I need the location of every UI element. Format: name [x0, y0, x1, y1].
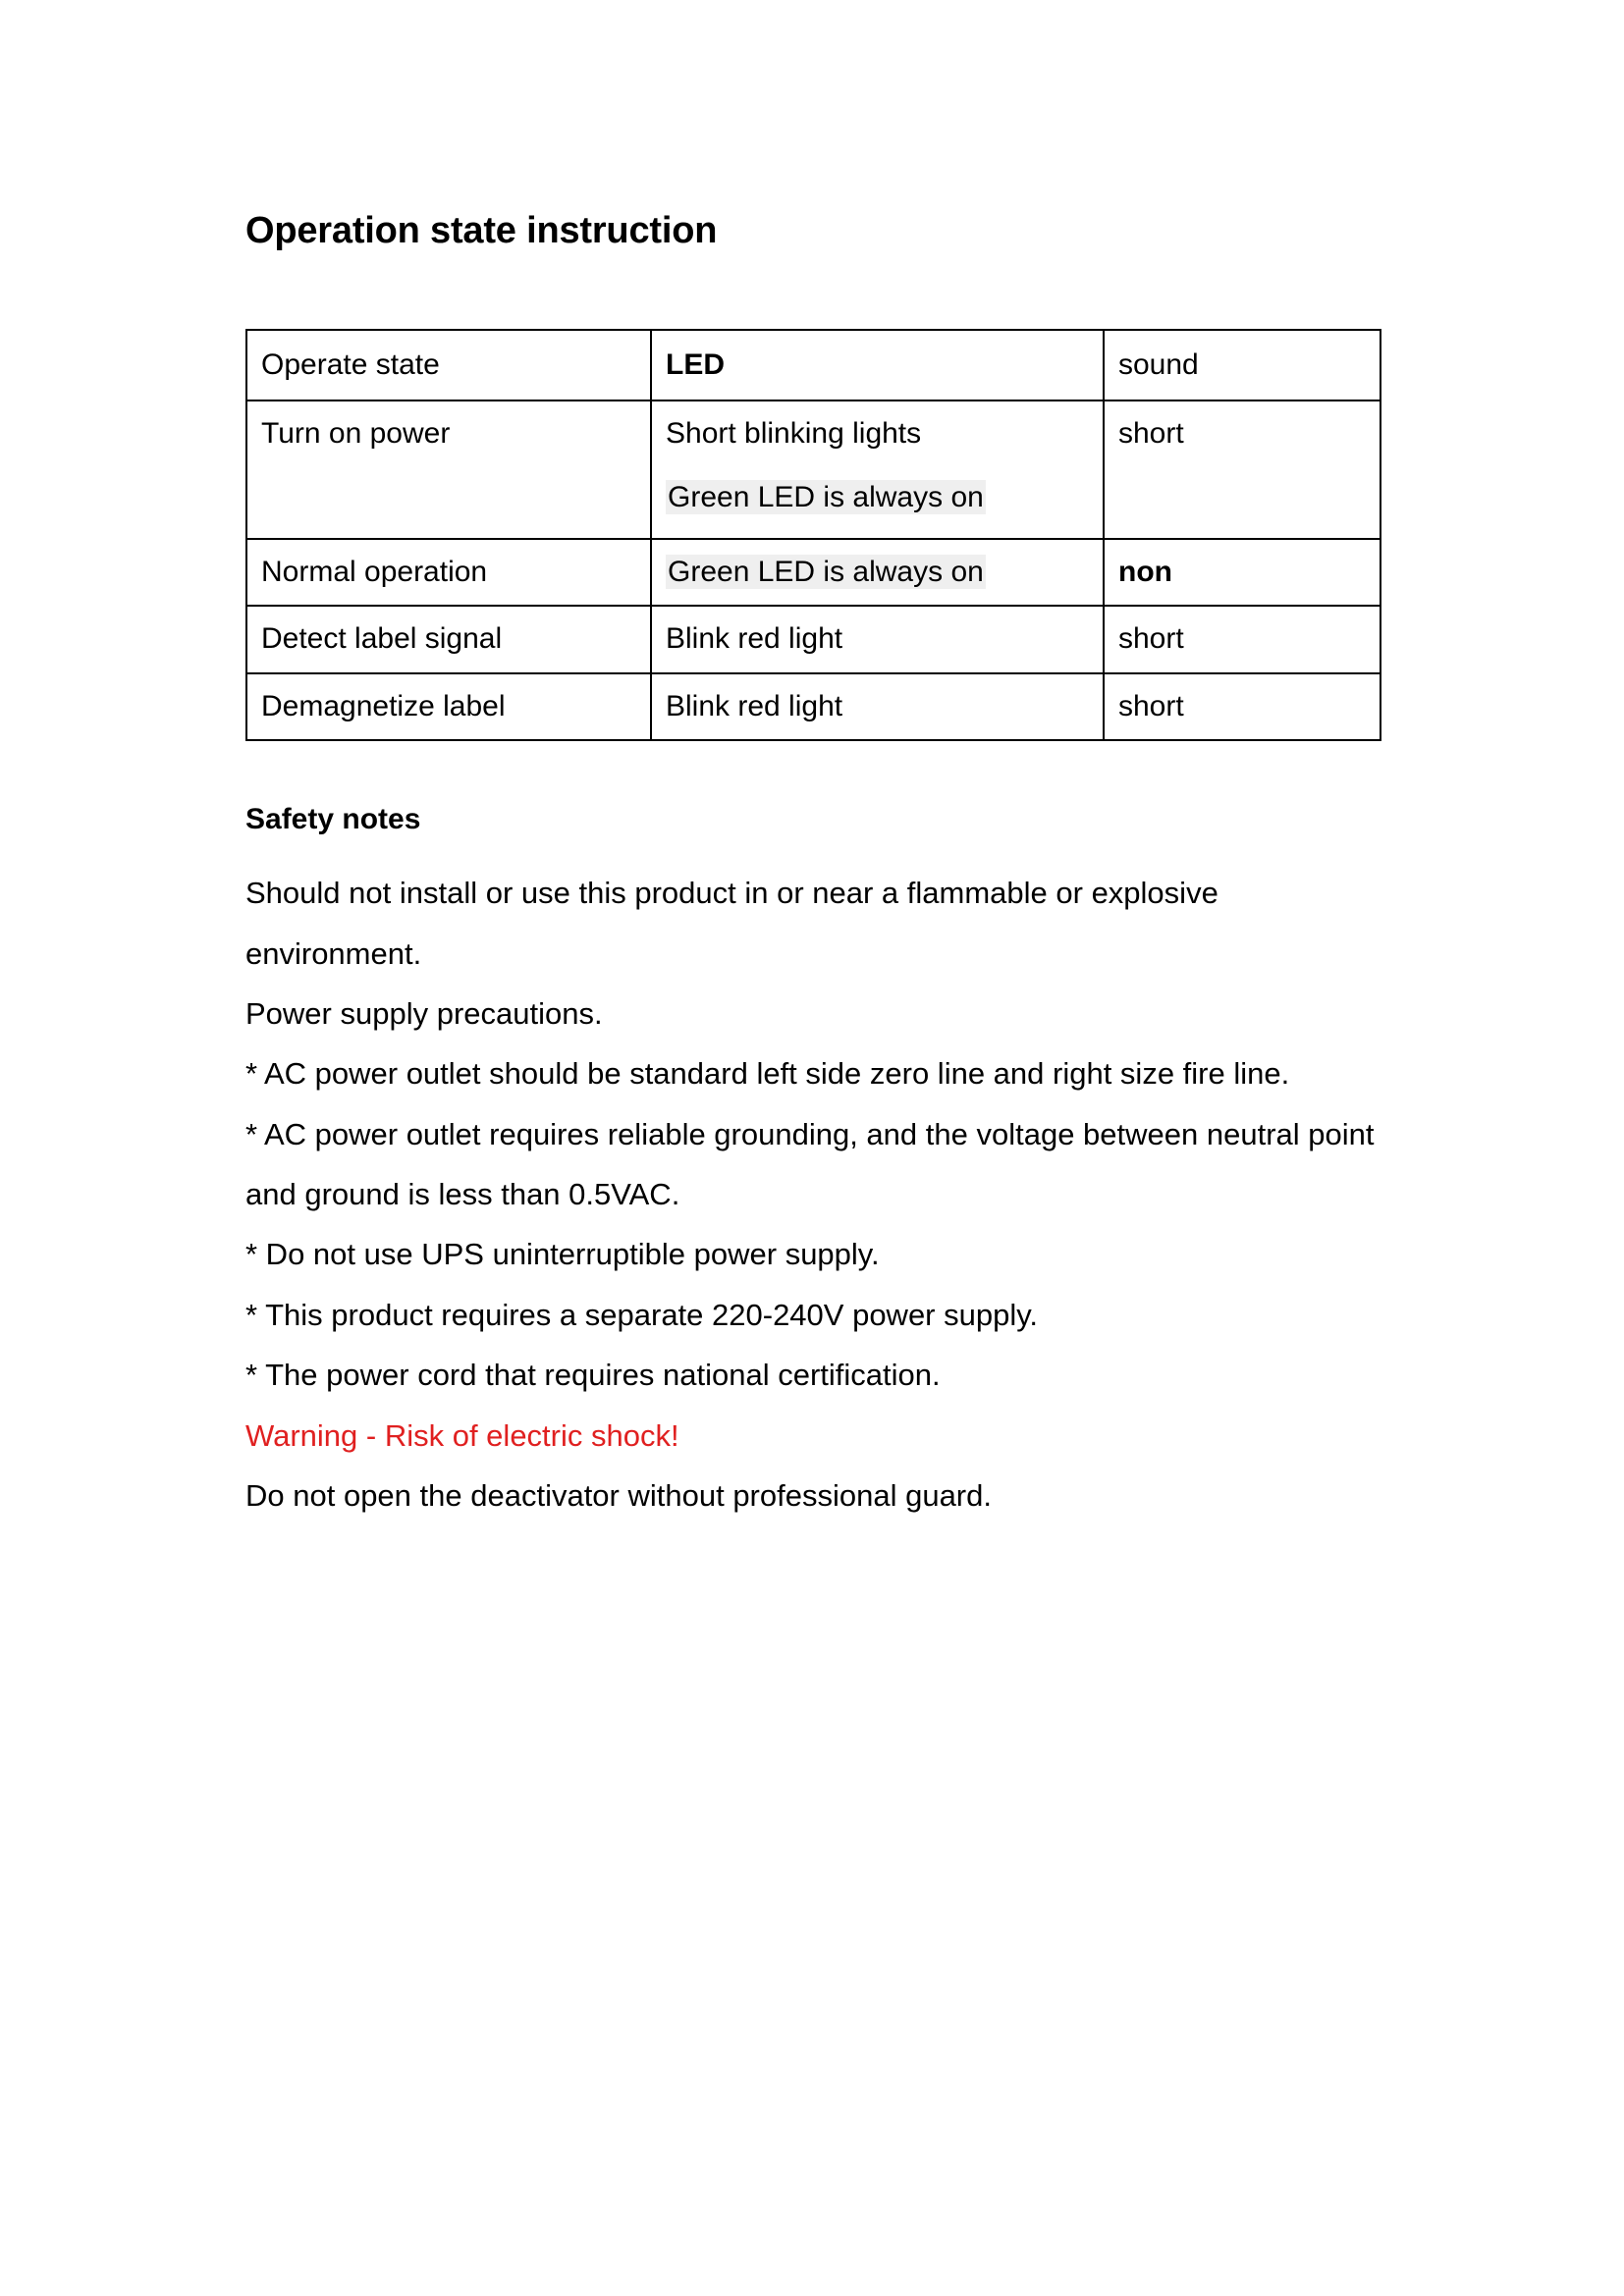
led-text-highlighted: Green LED is always on [668, 480, 984, 513]
cell-operate-state: Normal operation [246, 539, 651, 606]
safety-paragraph: * The power cord that requires national certification. [245, 1358, 941, 1393]
cell-sound: non [1104, 539, 1380, 606]
led-text-highlighted: Green LED is always on [668, 555, 984, 588]
safety-notes-heading: Safety notes [245, 803, 421, 836]
cell-operate-state: Detect label signal [246, 606, 651, 672]
closing-paragraph: Do not open the deactivator without professional guard. [245, 1477, 992, 1513]
table-row [246, 400, 1380, 539]
cell-sound: short [1104, 400, 1380, 539]
cell-led [651, 539, 1104, 606]
safety-paragraph: * AC power outlet should be standard left side zero line and right size fire line. [245, 1056, 1290, 1092]
cell-led [651, 673, 1104, 740]
cell-sound: short [1104, 606, 1380, 672]
safety-paragraph: * AC power outlet requires reliable grounding, and the voltage between neutral point and ground is less than 0.5VAC. [245, 1116, 1383, 1212]
led-text: Short blinking lights [666, 417, 922, 451]
table-header-operate-state: Operate state [246, 330, 651, 400]
led-line [666, 620, 1103, 658]
safety-paragraph: * Do not use UPS uninterruptible power supply. [245, 1237, 880, 1272]
safety-paragraph: Should not install or use this product in or near a flammable or explosive environment. [245, 876, 1227, 971]
table-header-sound: sound [1104, 330, 1380, 400]
cell-operate-state: Turn on power [246, 400, 651, 539]
table-header-row [246, 330, 1380, 400]
operation-state-table [245, 329, 1381, 741]
table-row [246, 539, 1380, 606]
warning-text: Warning - Risk of electric shock! [245, 1417, 679, 1453]
table-header-led: LED [651, 330, 1104, 400]
led-line [666, 688, 1103, 725]
cell-led [651, 606, 1104, 672]
led-line [666, 554, 1103, 591]
table-body [246, 330, 1380, 740]
table-row [246, 606, 1380, 672]
led-text: Blink red light [666, 622, 843, 656]
led-text: Blink red light [666, 689, 843, 722]
safety-paragraph: Power supply precautions. [245, 995, 603, 1031]
page-title: Operation state instruction [245, 210, 718, 251]
cell-sound: short [1104, 673, 1380, 740]
table-row [246, 673, 1380, 740]
led-line [666, 479, 1103, 516]
safety-paragraph: * This product requires a separate 220-240V power supply. [245, 1297, 1039, 1332]
document-content [245, 0, 1384, 1525]
cell-led [651, 400, 1104, 539]
led-line [666, 415, 1103, 453]
cell-operate-state: Demagnetize label [246, 673, 651, 740]
